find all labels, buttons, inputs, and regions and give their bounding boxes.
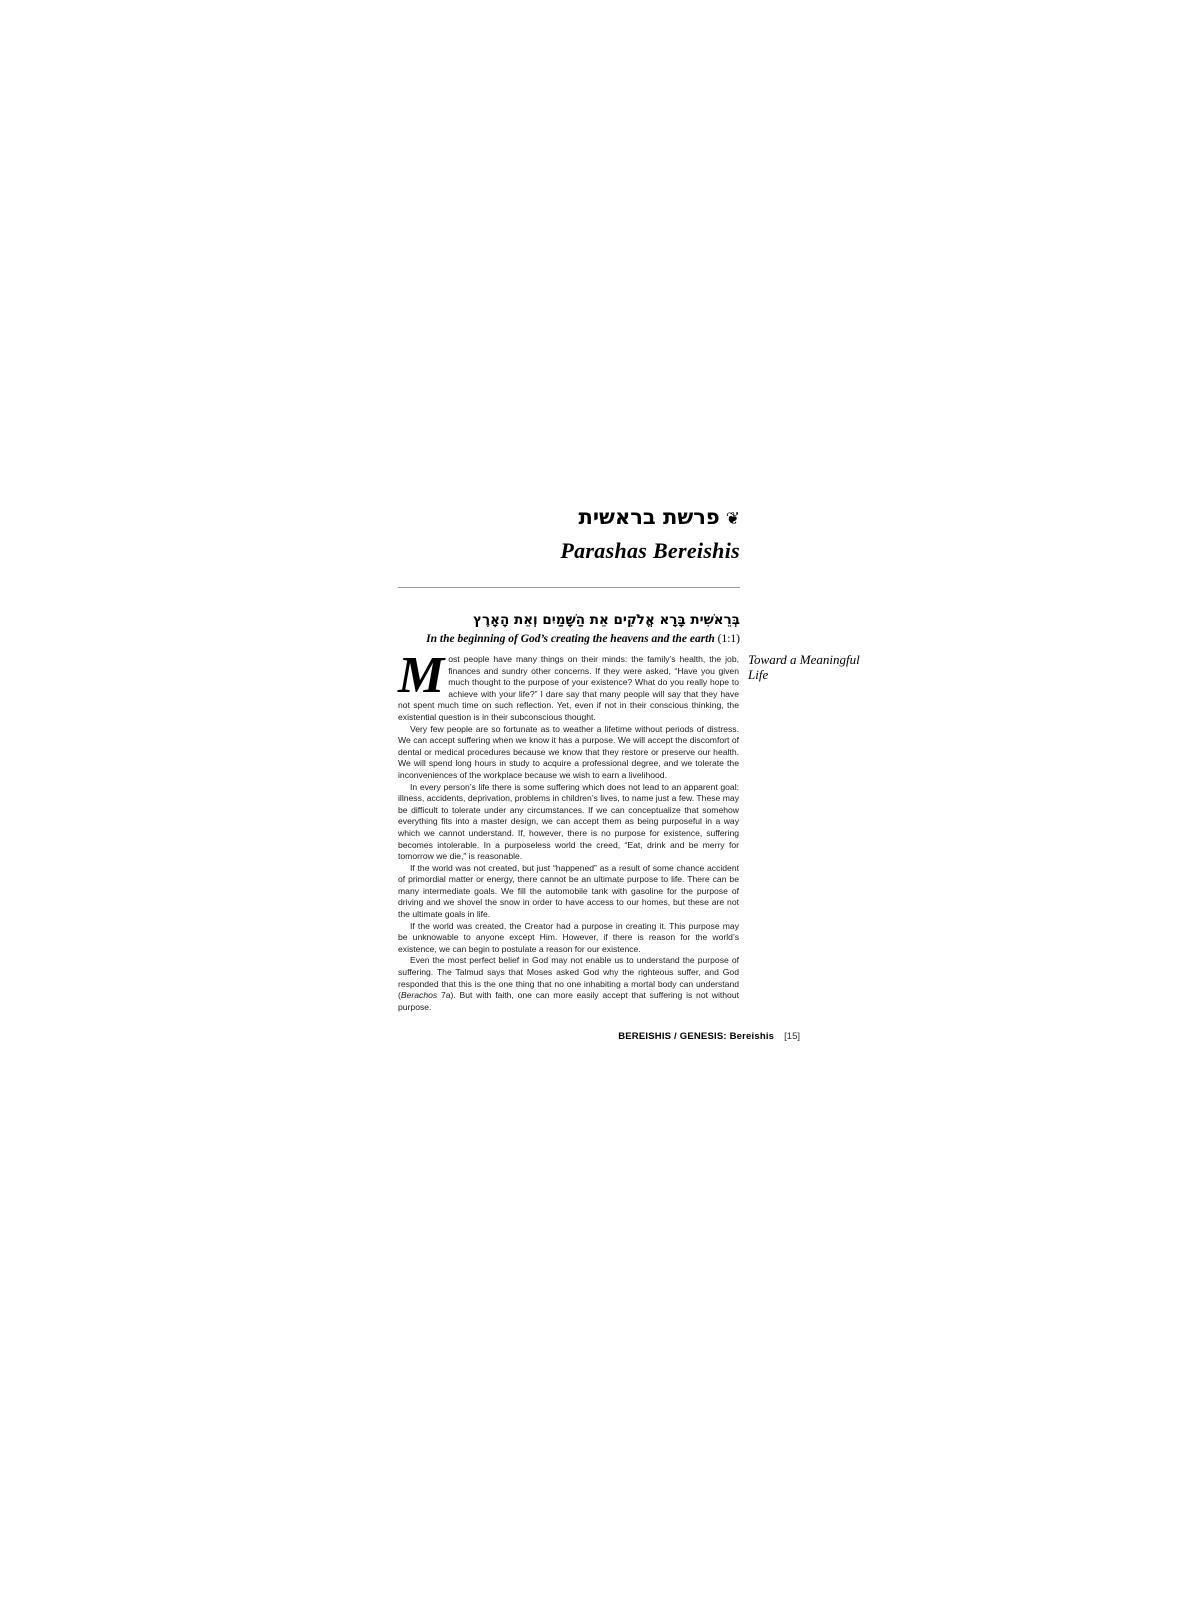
- body-text-column: [398, 647, 739, 1013]
- paragraph-2: Very few people are so fortunate as to weather a lifetime without periods of distress. We can accept suffering when we know it has a purpose. We will accept the discomfort of dental or medical procedures because we know that they restore or preserve our health. We will spend long hours in study to acquire a professional degree, and we tolerate the inconveniences of the workplace because we wish to earn a livelihood.: [398, 723, 739, 780]
- paragraph-3-text: In every person’s life there is some suffering which does not lead to an apparent goal: illness, accidents, deprivation, problems in children’s lives, to name just a few. These may be difficult to tolerate under any circumstances. If we can conceptualize that somehow everything fits into a master design, we can accept them as being purposeful in a way which we cannot understand. If, however, there is no purpose for existence, suffering becomes intolerable. In a purposeless world the creed, “Eat, drink and be merry for tomorrow we die,” is reasonable.: [398, 781, 739, 862]
- english-parashah-title: Parashas Bereishis: [560, 538, 740, 564]
- paragraph-1: [398, 647, 739, 724]
- verse-english-text: In the beginning of God’s creating the heavens and the earth: [426, 633, 715, 645]
- hebrew-parashah-title: [398, 505, 740, 530]
- paragraph-5: If the world was created, the Creator had a purpose in creating it. This purpose may be unknowable to anyone except Him. However, if there is reason for the world’s existence, we can begin to postulate a reason for our existence.: [398, 920, 739, 954]
- drop-cap: M: [398, 647, 445, 704]
- verse-hebrew: בְּרֵאשִׁית בָּרָא אֱלֹקִים אֵת הַשָּׁמַיִם וְאֵת הָאָרֶץ: [473, 612, 740, 628]
- verse-english: [398, 633, 740, 645]
- ornament-icon: ❦: [725, 509, 740, 529]
- running-head: BEREISHIS / GENESIS: Bereishis: [618, 1031, 775, 1042]
- header-divider: [398, 587, 740, 588]
- margin-note: Toward a Meaningful Life: [748, 652, 860, 682]
- paragraph-6-text-b: 7a). But with faith, one can more easily accept that suffering is not without purpose.: [398, 990, 739, 1012]
- paragraph-1-text: ost people have many things on their minds: the family’s health, the job, finances and sundry other concerns. If they were asked, “Have you given much thought to the purpose of your existence? What do you really hope to achieve with your life?” I dare say that many people will say that they have not spent much time on such reflection. Yet, even if not in their conscious thinking, the existential question is in their subconscious thought.: [398, 654, 739, 722]
- paragraph-6: [398, 955, 739, 1013]
- verse-reference: (1:1): [717, 633, 740, 645]
- talmud-tractate-citation: Berachos: [400, 990, 438, 1001]
- page-footer: [398, 1031, 800, 1042]
- hebrew-title-text: פרשת בראשית: [578, 505, 720, 529]
- page-number: [15]: [784, 1031, 800, 1042]
- paragraph-3: [398, 782, 739, 863]
- paragraph-4: If the world was not created, but just “happened” as a result of some chance accident of primordial matter or energy, there cannot be an ultimate purpose to life. There can be many intermediate goals. We fill the automobile tank with gasoline for the purpose of driving and we shovel the snow in order to have access to our homes, but these are not the ultimate goals in life.: [398, 862, 739, 920]
- paragraph-6-text-a: Even the most perfect belief in God may not enable us to understand the purpose of suffering. The Talmud says that Moses asked God why the righteous suffer, and God responded that this is the one thing that no one inhabiting a mortal body can understand (: [398, 955, 739, 1001]
- parashah-header: [398, 505, 740, 564]
